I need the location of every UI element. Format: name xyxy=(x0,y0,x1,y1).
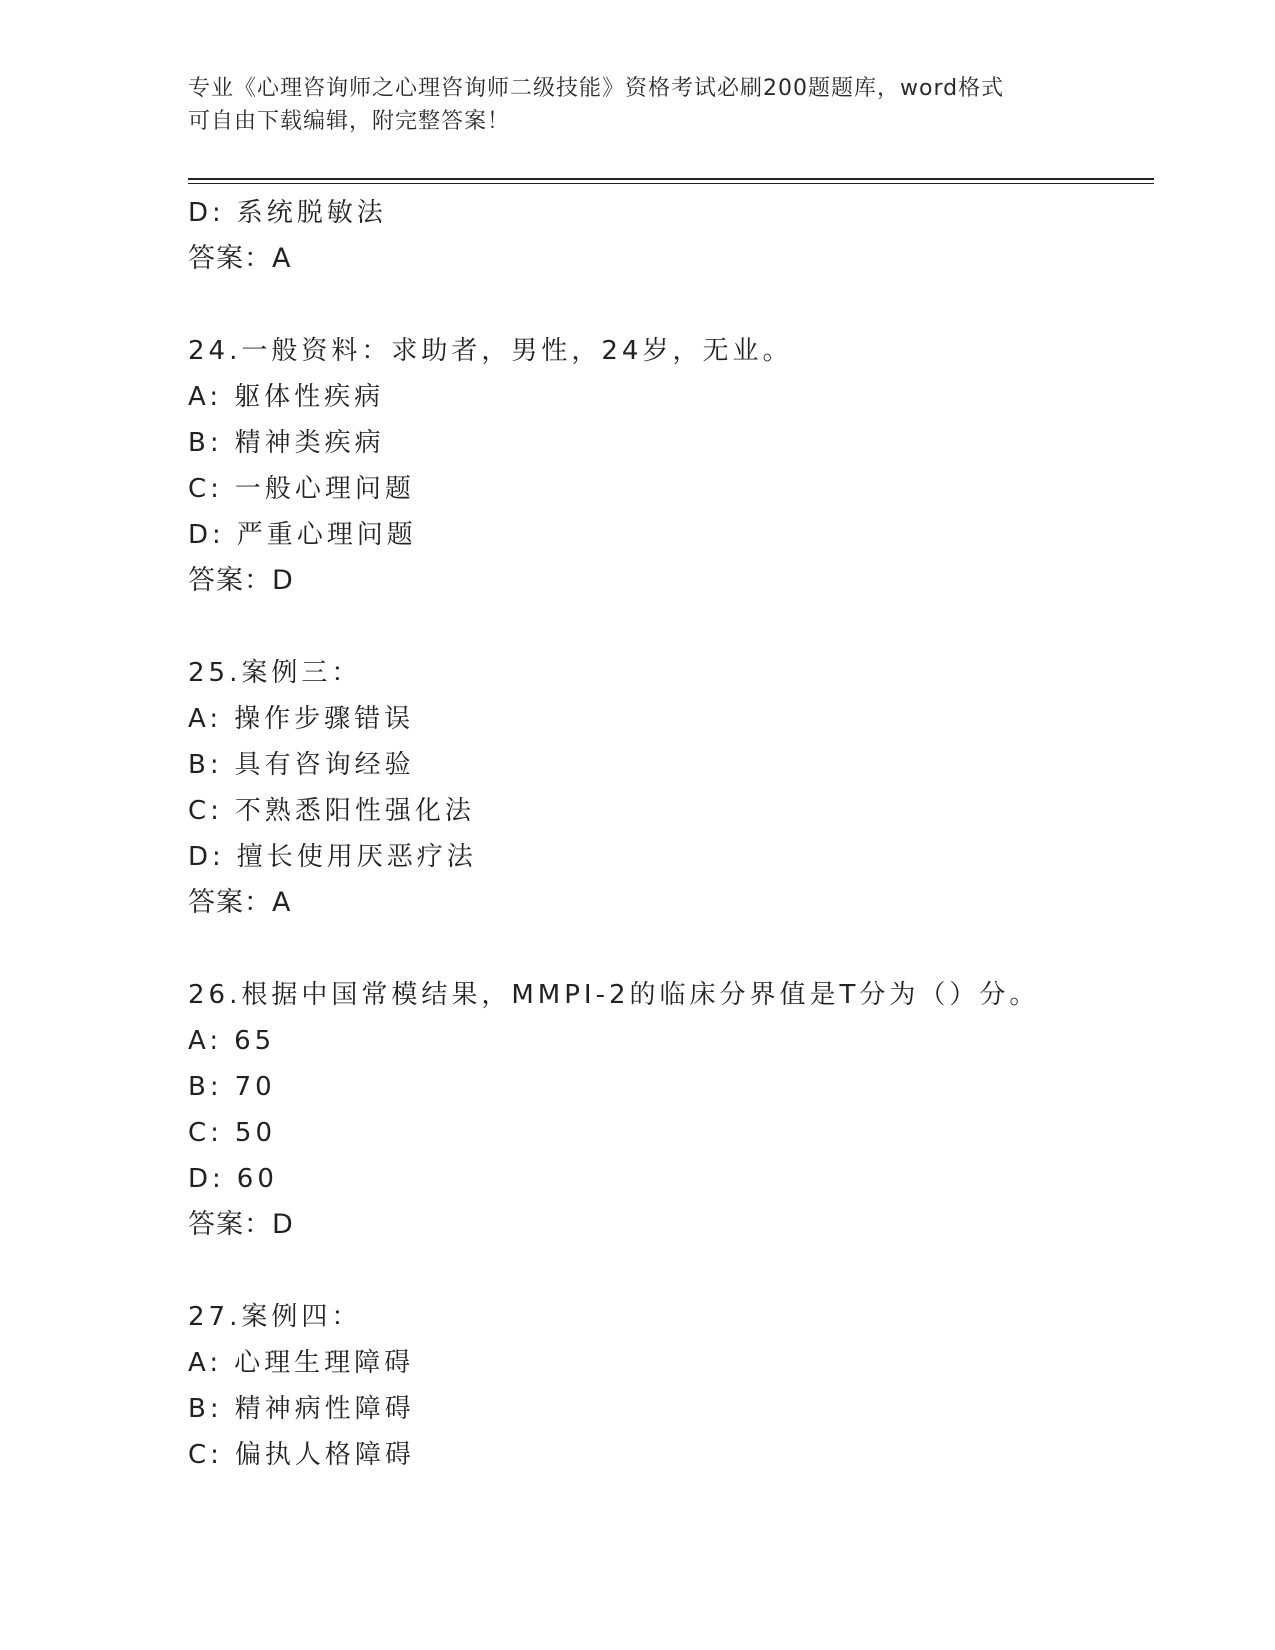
option-row xyxy=(188,190,1148,236)
question-number: 26. xyxy=(188,980,242,1010)
header-line-1: 专业《心理咨询师之心理咨询师二级技能》资格考试必刷200题题库，word格式 xyxy=(188,76,1005,101)
spacer xyxy=(188,926,1148,972)
option-text: 严重心理问题 xyxy=(236,520,417,550)
option-text: 具有咨询经验 xyxy=(234,750,415,780)
question-number: 25. xyxy=(188,658,242,688)
answer-value: D xyxy=(272,1209,294,1240)
option-key: D: xyxy=(188,842,225,872)
option-text: 70 xyxy=(234,1072,276,1102)
spacer xyxy=(188,1248,1148,1294)
option-key: D: xyxy=(188,198,225,228)
option-text: 精神病性障碍 xyxy=(234,1394,415,1424)
option-key: B: xyxy=(188,1072,223,1102)
option-key: C: xyxy=(188,796,223,826)
answer-value: D xyxy=(272,565,294,596)
option-key: A: xyxy=(188,1348,223,1378)
answer-row xyxy=(188,558,1148,604)
question-stem xyxy=(188,1294,1148,1340)
option-text: 系统脱敏法 xyxy=(236,198,387,228)
option-key: B: xyxy=(188,1394,223,1424)
answer-label: 答案： xyxy=(188,243,272,274)
question-number: 24. xyxy=(188,336,242,366)
question-number: 27. xyxy=(188,1302,242,1332)
option-key: C: xyxy=(188,1440,223,1470)
answer-label: 答案： xyxy=(188,1209,272,1240)
option-key: A: xyxy=(188,704,223,734)
option-row xyxy=(188,1110,1148,1156)
header-divider-thick xyxy=(188,178,1154,180)
option-text: 精神类疾病 xyxy=(234,428,385,458)
option-row xyxy=(188,1432,1148,1478)
option-text: 60 xyxy=(236,1164,278,1194)
document-header xyxy=(188,72,1088,138)
header-line-2: 可自由下载编辑，附完整答案！ xyxy=(188,109,511,134)
spacer xyxy=(188,282,1148,328)
option-text: 偏执人格障碍 xyxy=(234,1440,415,1470)
option-row xyxy=(188,834,1148,880)
option-key: D: xyxy=(188,1164,225,1194)
question-text: 案例四： xyxy=(241,1302,362,1332)
option-key: C: xyxy=(188,1118,223,1148)
option-key: A: xyxy=(188,382,223,412)
option-row xyxy=(188,1340,1148,1386)
question-stem xyxy=(188,972,1148,1018)
option-text: 不熟悉阳性强化法 xyxy=(234,796,475,826)
question-list xyxy=(188,190,1148,1478)
option-row xyxy=(188,374,1148,420)
answer-row xyxy=(188,236,1148,282)
option-key: A: xyxy=(188,1026,223,1056)
option-row xyxy=(188,788,1148,834)
option-key: B: xyxy=(188,428,223,458)
spacer xyxy=(188,604,1148,650)
option-text: 一般心理问题 xyxy=(234,474,415,504)
answer-value: A xyxy=(272,243,292,274)
option-row xyxy=(188,1064,1148,1110)
option-text: 50 xyxy=(234,1118,277,1148)
option-row xyxy=(188,1156,1148,1202)
option-row xyxy=(188,466,1148,512)
question-stem xyxy=(188,650,1148,696)
answer-label: 答案： xyxy=(188,565,272,596)
answer-row xyxy=(188,880,1148,926)
answer-row xyxy=(188,1202,1148,1248)
option-text: 65 xyxy=(234,1026,276,1056)
question-text: 案例三： xyxy=(241,658,362,688)
option-key: C: xyxy=(188,474,223,504)
option-text: 躯体性疾病 xyxy=(234,382,385,412)
question-text: 一般资料：求助者，男性，24岁，无业。 xyxy=(241,336,793,366)
option-row xyxy=(188,420,1148,466)
option-row xyxy=(188,742,1148,788)
option-row xyxy=(188,1018,1148,1064)
option-row xyxy=(188,1386,1148,1432)
option-text: 操作步骤错误 xyxy=(234,704,415,734)
answer-label: 答案： xyxy=(188,887,272,918)
option-text: 心理生理障碍 xyxy=(234,1348,415,1378)
header-divider-thin xyxy=(188,183,1154,184)
option-row xyxy=(188,512,1148,558)
answer-value: A xyxy=(272,887,292,918)
question-text: 根据中国常模结果，MMPI-2的临床分界值是T分为（）分。 xyxy=(241,980,1040,1010)
option-key: B: xyxy=(188,750,223,780)
option-text: 擅长使用厌恶疗法 xyxy=(236,842,477,872)
option-row xyxy=(188,696,1148,742)
question-stem xyxy=(188,328,1148,374)
option-key: D: xyxy=(188,520,225,550)
